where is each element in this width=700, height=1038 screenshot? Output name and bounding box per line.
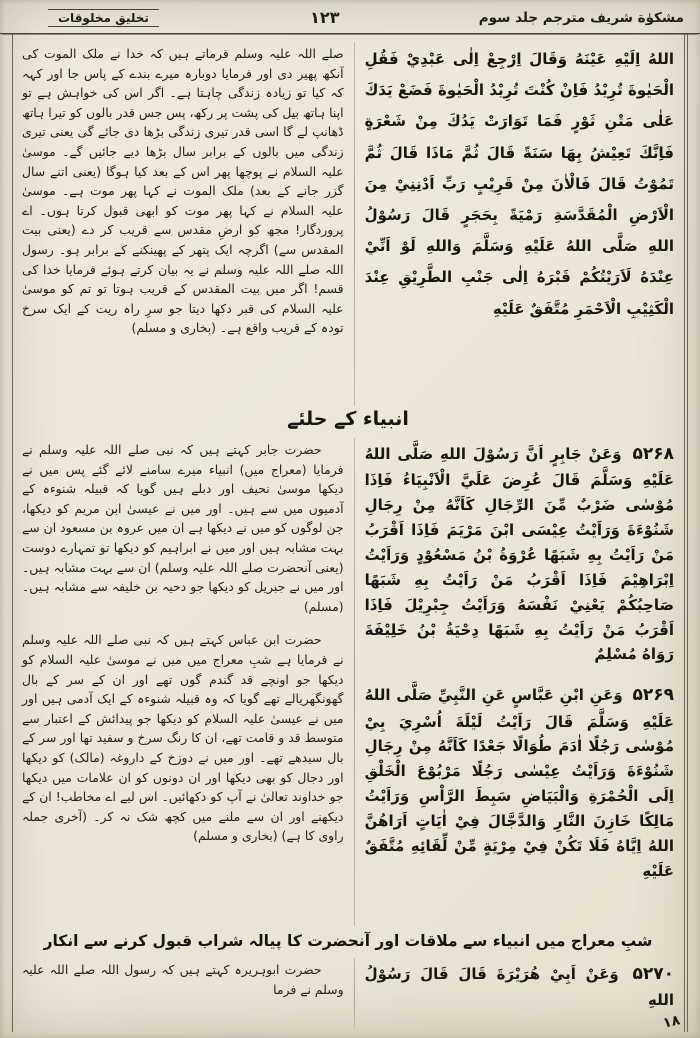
urdu-column xyxy=(20,42,354,406)
arabic-column xyxy=(355,958,676,1029)
book-title: مشکوٰة شریف مترجم جلد سوم xyxy=(478,9,684,26)
hadith-number-5268: ۵۲۶۸ xyxy=(632,444,674,464)
hadith-number-5270: ۵۲۷۰ xyxy=(632,964,674,984)
hadith-arabic-5270 xyxy=(365,960,674,1013)
section-musa-angel-of-death xyxy=(20,42,676,406)
hadith-urdu-5269: حضرت ابن عباس کہتے ہیں کہ نبی صلے اللہ علیہ وسلم نے فرمایا ہے شبِ معراج میں میں نے موسیٰ علیہ السلام کو دیکھا جو اونچے قد گندم گوں تھے اور ان کے سر کے بال گھونگھریالے تھے گویا کہ وہ قبیلہ شنوءہ کے ایک آدمی ہیں اور میں نے عیسیٰ علیہ السلام کو دیکھا جو پیدائش کے اعتبار سے متوسط قد و قامت تھے، ان کا رنگ سرخ و سفید تھا اور سر کے بال سیدھے تھے۔ اور میں نے دوزخ کے داروغہ (مالک) کو دیکھا اور دجال کو بھی دیکھا اور ان دونوں کو ان علامات میں دیکھا جو خداوند تعالیٰ نے آپ کو دکھائیں۔ اس لیے اے مخاطب! ان کے دیکھنے اور ان سے ملنے میں کچھ شک نہ کر۔ (آخری جملہ راوی کا ہے) (بخاری و مسلم) xyxy=(22,632,344,844)
hadith-urdu-5270: حضرت ابوہریرہ کہتے ہیں کہ رسول اللہ صلے اللہ علیہ وسلم نے فرما xyxy=(22,962,344,997)
urdu-translation-musa: صلے اللہ علیہ وسلم فرماتے ہیں کہ خدا نے ملک الموت کی آنکھ پھیر دی اور فرمایا دوبارہ میرے بندے کے پاس جا اور کہہ کہ کیا تو زیادہ زندگی چاہتا ہے۔ اگر اس کی خواہش ہے تو اپنا ہاتھ بیل کی پشت پر رکھ، پس جس قدر بالوں کو تیرا ہاتھ ڈھانپ لے گا اسی قدر تیری زندگی بڑھا دی جائے گی یعنی تیری زندگی میں بالوں کے برابر سال بڑھا دیے جائیں گے۔ موسیٰ علیہ السلام نے پوچھا پھر اس کے بعد کیا ہوگا (یعنی اتنے سال گزر جانے کے بعد) ملک الموت نے کہا پھر موت ہے۔ موسیٰ علیہ السلام نے کہا پھر موت کو ابھی قبول کرتا ہوں۔ اے پروردگار! مجھ کو ارضِ مقدس سے قریب کر دے (یعنی بیت المقدس سے) اگرچہ ایک پتھر کے پھینکنے کے برابر ہو۔ رسول اللہ صلے اللہ علیہ وسلم نے یہ بیان کرتے ہوئے فرمایا خدا کی قسم! اگر میں بیت المقدس کے قریب ہوتا تو تم کو موسیٰ علیہ السلام کی قبر دکھا دیتا جو سرِ راہ ریت کے ایک سرخ تودہ کے قریب واقع ہے۔ (بخاری و مسلم) xyxy=(22,46,344,336)
page-number: ۱۲۳ xyxy=(310,8,340,27)
hadith-arabic-text-5269: وَعَنِ ابْنِ عَبَّاسٍ عَنِ النَّبِيِّ صَلَّى اللهُ عَلَيْهِ وَسَلَّمَ قَالَ رَاَيْتُ لَيْلَةَ اُسْرِيَ بِيْ مُوْسٰى رَجُلًا اٰدَمَ طُوَالًا جَعْدًا كَاَنَّهُ مِنْ رِجَالِ شَنُوْءَةَ وَرَاَيْتُ عِيْسٰى رَجُلًا مَرْبُوْعَ الْخَلْقِ اِلَى الْحُمْرَةِ وَالْبَيَاضِ سَبِطَ الرَّاْسِ وَرَاَيْتُ مَالِكًا خَازِنَ النَّارِ وَالدَّجَّالَ فِيْ اٰيَاتٍ اَرَاهُنَّ اللهُ اِيَّاهُ فَلَا تَكُنْ فِيْ مِرْيَةٍ مِّنْ لِّقَائِهِ مُتَّفَقٌ عَلَيْهِ xyxy=(364,686,674,880)
urdu-column xyxy=(20,958,354,1029)
hadith-urdu-5268: حضرت جابر کہتے ہیں کہ نبی صلے اللہ علیہ وسلم نے فرمایا (معراج میں) انبیاء میرے سامنے لائے گئے پس میں نے دیکھا موسیٰ نحیف اور دبلے ہیں گویا کہ قبیلہ شنوءہ کے آدمیوں میں سے ہیں۔ اور میں نے عیسیٰ ابن مریم کو دیکھا، جن لوگوں کو میں نے دیکھا ہے ان میں عروہ بن مسعود ان سے بہت مشابہ ہیں اور میں نے ابراہیم کو دیکھا تو تمہارے دوست (یعنی آنحضرت صلے اللہ علیہ وسلم) ان سے بہت مشابہ ہیں۔ اور میں نے جبریل کو دیکھا جو دحیہ بن خلیفہ سے مشابہ ہیں۔ (مسلم) xyxy=(22,442,344,614)
hadith-arabic-text-5268: وَعَنْ جَابِرٍ اَنَّ رَسُوْلَ اللهِ صَلَّى اللهُ عَلَيْهِ وَسَلَّمَ قَالَ عُرِضَ عَلَيَّ الْاَنْبِيَاءُ فَاِذَا مُوْسٰى ضَرْبٌ مِّنَ الرِّجَالِ كَاَنَّهُ مِنْ رِجَالِ شَنُوْءَةَ وَرَاَيْتُ عِيْسَى ابْنَ مَرْيَمَ فَاِذَا اَقْرَبُ مَنْ رَاَيْتُ بِهِ شَبَهًا عُرْوَةُ بْنُ مَسْعُوْدٍ وَرَاَيْتُ اِبْرَاهِيْمَ فَاِذَا اَقْرَبُ مَنْ رَاَيْتُ بِهِ شَبَهًا صَاحِبُكُمْ يَعْنِيْ نَفْسَهُ وَرَاَيْتُ جِبْرِيْلَ فَاِذَا اَقْرَبُ مَنْ رَاَيْتُ بِهِ شَبَهًا دِحْيَةُ بْنُ خَلِيْفَةَ رَوَاهُ مُسْلِمٌ xyxy=(364,445,674,664)
column-divider xyxy=(354,958,355,1029)
chapter-label: تخلیقِ مخلوقات xyxy=(48,9,159,27)
heading-miraj-meeting: شبِ معراج میں انبیاء سے ملاقات اور آنحضرت کا پیالہ شراب قبول کرنے سے انکار xyxy=(43,932,653,950)
arabic-column xyxy=(355,42,676,406)
heading-prophets-appearance: انبیاء کے حلئے xyxy=(287,408,409,430)
arabic-column xyxy=(355,438,676,926)
section-miraj-hadith xyxy=(20,958,676,1029)
urdu-column xyxy=(20,438,354,926)
hadith-number-5269: ۵۲۶۹ xyxy=(632,685,674,706)
column-divider xyxy=(354,42,355,406)
column-divider xyxy=(354,438,355,926)
arabic-text-musa: اللهُ اِلَيْهِ عَيْنَهُ وَقَالَ اِرْجِعْ اِلٰى عَبْدِيْ فَقُلِ الْحَيٰوةَ تُرِيْدُ فَاِنْ كُنْتَ تُرِيْدُ الْحَيٰوةَ فَضَعْ يَدَكَ عَلٰى مَتْنِ ثَوْرٍ فَمَا تَوَارَتْ يَدُكَ مِنْ شَعْرَةٍ فَاِنَّكَ تَعِيْشُ بِهَا سَنَةً قَالَ ثُمَّ مَاذَا قَالَ ثُمَّ تَمُوْتُ قَالَ فَالْاٰنَ مِنْ قَرِيْبٍ رَبِّ اَدْنِنِيْ مِنَ الْاَرْضِ الْمُقَدَّسَةِ رَمْيَةً بِحَجَرٍ قَالَ رَسُوْلُ اللهِ صَلَّى اللهُ عَلَيْهِ وَسَلَّمَ وَاللهِ لَوْ اَنِّيْ عِنْدَهُ لَاَرَيْتُكُمْ قَبْرَهُ اِلٰى جَنْبِ الطَّرِيْقِ عِنْدَ الْكَثِيْبِ الْاَحْمَرِ مُتَّفَقٌ عَلَيْهِ xyxy=(364,50,674,318)
hadith-arabic-5268 xyxy=(365,440,674,667)
hadith-arabic-text-5270: وَعَنْ اَبِيْ هُرَيْرَةَ قَالَ قَالَ رَسُوْلُ اللهِ xyxy=(364,965,674,1010)
hadith-arabic-5269 xyxy=(365,681,674,883)
text-frame xyxy=(12,34,688,1032)
page-header xyxy=(0,0,700,34)
gathering-signature-mark: ۱۸ xyxy=(661,1012,682,1032)
section-prophets-appearance xyxy=(20,438,676,926)
